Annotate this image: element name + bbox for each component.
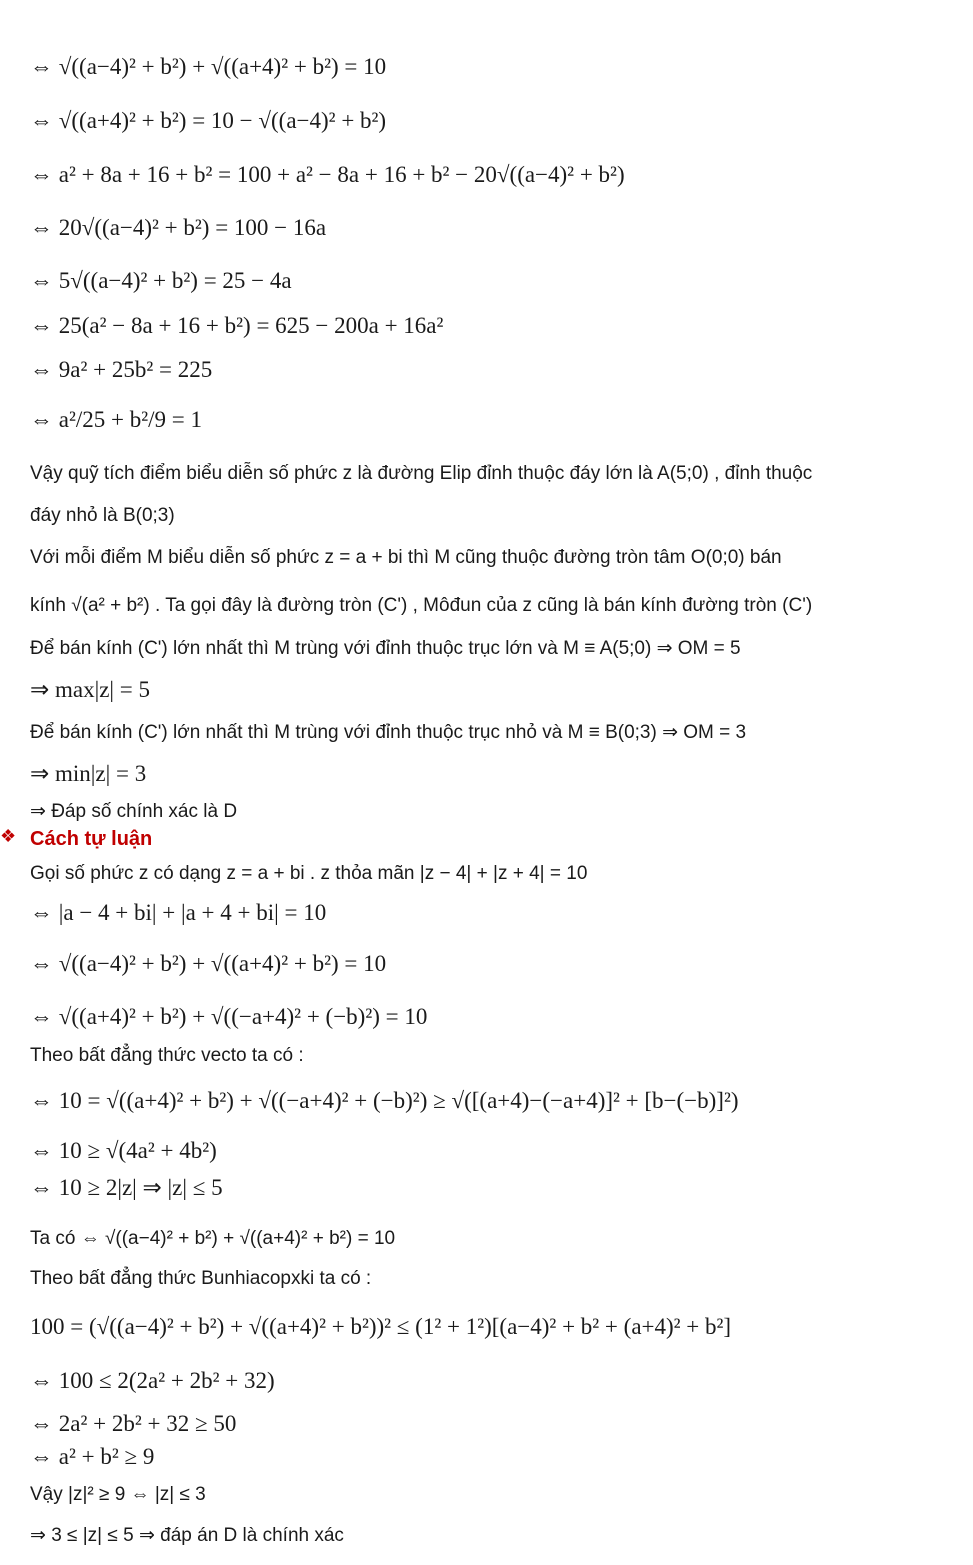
paragraph-line: Để bán kính (C') lớn nhất thì M trùng với đỉnh thuộc trục nhỏ và M ≡ B(0;3) ⇒ OM = 3 xyxy=(30,722,747,743)
equation-line: ⇔ √((a−4)² + b²) + √((a+4)² + b²) = 10 xyxy=(30,54,387,79)
equation-line: ⇔ 9a² + 25b² = 225 xyxy=(30,357,213,382)
equation-line: ⇔ 100 ≤ 2(2a² + 2b² + 32) xyxy=(30,1368,275,1393)
equation-line: ⇔ √((a+4)² + b²) + √((−a+4)² + (−b)²) = 10 xyxy=(30,1004,428,1029)
paragraph-line: đáy nhỏ là B(0;3) xyxy=(30,505,175,526)
equation-line: ⇔ a²/25 + b²/9 = 1 xyxy=(30,407,202,432)
paragraph-line: kính √(a² + b²) . Ta gọi đây là đường tròn (C') , Môđun của z cũng là bán kính đường tròn (C') xyxy=(30,595,813,616)
equation-line: ⇔ 5√((a−4)² + b²) = 25 − 4a xyxy=(30,268,292,293)
equation-line: ⇔ 10 ≥ √(4a² + 4b²) xyxy=(30,1138,217,1163)
paragraph-line: Vậy quỹ tích điểm biểu diễn số phức z là đường Elip đỉnh thuộc đáy lớn là A(5;0) , đỉnh thuộc xyxy=(30,463,813,484)
equation-line: ⇔ 20√((a−4)² + b²) = 100 − 16a xyxy=(30,215,327,240)
equation-line: ⇔ a² + 8a + 16 + b² = 100 + a² − 8a + 16 + b² − 20√((a−4)² + b²) xyxy=(30,162,625,187)
equation-line: ⇒ max|z| = 5 xyxy=(30,677,151,702)
equation-line: ⇔ a² + b² ≥ 9 xyxy=(30,1444,155,1469)
paragraph-line: ⇒ 3 ≤ |z| ≤ 5 ⇒ đáp án D là chính xác xyxy=(30,1525,344,1546)
equation-line: ⇔ |a − 4 + bi| + |a + 4 + bi| = 10 xyxy=(30,900,327,925)
equation-line: ⇔ 10 = √((a+4)² + b²) + √((−a+4)² + (−b)²) ≥ √([(a+4)−(−a+4)]² + [b−(−b)]²) xyxy=(30,1088,739,1113)
paragraph-line: Theo bất đẳng thức Bunhiacopxki ta có : xyxy=(30,1268,372,1289)
diamond-bullet-icon: ❖ xyxy=(0,826,17,846)
paragraph-line: Gọi số phức z có dạng z = a + bi . z thỏa mãn |z − 4| + |z + 4| = 10 xyxy=(30,863,588,884)
equation-line: ⇔ 2a² + 2b² + 32 ≥ 50 xyxy=(30,1411,237,1436)
equation-line: ⇒ min|z| = 3 xyxy=(30,761,147,786)
paragraph-line: Theo bất đẳng thức vecto ta có : xyxy=(30,1045,304,1066)
paragraph-line: Vậy |z|² ≥ 9 ⇔ |z| ≤ 3 xyxy=(30,1484,206,1505)
paragraph-line: Với mỗi điểm M biểu diễn số phức z = a + bi thì M cũng thuộc đường tròn tâm O(0;0) bán xyxy=(30,547,782,568)
paragraph-line: Ta có ⇔ √((a−4)² + b²) + √((a+4)² + b²) = 10 xyxy=(30,1228,396,1249)
equation-line: ⇔ √((a+4)² + b²) = 10 − √((a−4)² + b²) xyxy=(30,108,387,133)
paragraph-line: Để bán kính (C') lớn nhất thì M trùng với đỉnh thuộc trục lớn và M ≡ A(5;0) ⇒ OM = 5 xyxy=(30,638,741,659)
paragraph-line: ⇒ Đáp số chính xác là D xyxy=(30,801,238,822)
section-heading: Cách tự luận xyxy=(30,828,153,850)
equation-line: 100 = (√((a−4)² + b²) + √((a+4)² + b²))² ≤ (1² + 1²)[(a−4)² + b² + (a+4)² + b²] xyxy=(30,1314,732,1339)
equation-line: ⇔ √((a−4)² + b²) + √((a+4)² + b²) = 10 xyxy=(30,951,387,976)
equation-line: ⇔ 10 ≥ 2|z| ⇒ |z| ≤ 5 xyxy=(30,1175,223,1200)
equation-line: ⇔ 25(a² − 8a + 16 + b²) = 625 − 200a + 16a² xyxy=(30,313,444,338)
